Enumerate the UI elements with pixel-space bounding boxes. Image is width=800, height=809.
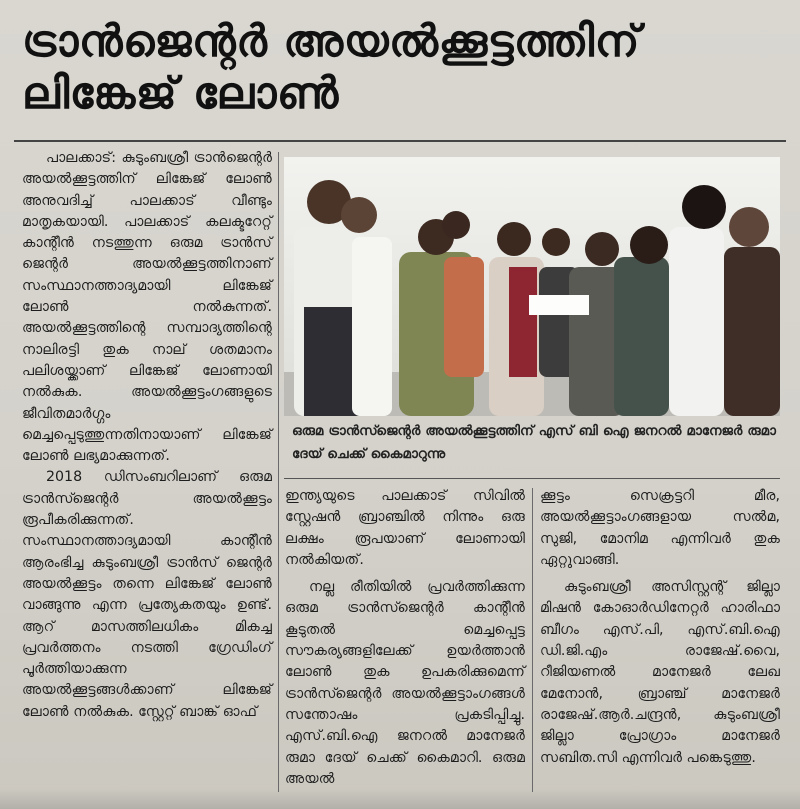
column-3-paragraph-1: ക്കൂട്ടം സെക്രട്ടറി മീര, അയൽക്കൂട്ടാംഗങ്ങളായ സൽമ, സുജി, മോനിമ എന്നിവർ തുക ഏറ്റുവാങ്ങി. <box>540 488 780 568</box>
column-1-paragraph-1: പാലക്കാട്: കുടുംബശ്രീ ട്രാൻജെന്റർ അയൽക്കൂട്ടത്തിന് ലിങ്കേജ് ലോൺ അനുവദിച്ച് പാലക്കാട് വീണ്ടും മാതൃകയായി. പാലക്കാട് കലക്ടറേറ്റ് കാന്റീൻ നടത്തുന്ന ഒരുമ ട്രാൻസ് ജെന്റർ അയൽക്കൂട്ടത്തിനാണ് സംസ്ഥാനത്താദ്യമായി ലിങ്കേജ് ലോൺ നൽകുന്നത്. അയൽക്കൂട്ടത്തിന്റെ സമ്പാദ്യത്തിന്റെ നാലിരട്ടി തുക നാല് ശതമാനം പലിശയ്ക്കാണ് ലിങ്കേജ് ലോണായി നൽകുക. അയൽക്കൂട്ടംഗങ്ങളുടെ ജീവിതമാർഗ്ഗം മെച്ചപ്പെടുത്തുന്നതിനായാണ് ലിങ്കേജ് ലോൺ ലഭ്യമാക്കുന്നത്. <box>22 150 272 465</box>
caption-rule <box>284 478 780 479</box>
column-1-paragraph-2: 2018 ഡിസംബറിലാണ് ഒരുമ ട്രാൻസ്ജെന്റർ അയൽക്കൂട്ടം രൂപീകരിക്കുന്നത്. സംസ്ഥാനത്താദ്യമായി കാന്റീൻ ആരംഭിച്ച കുടുംബശ്രീ ട്രാൻസ് ജെന്റർ അയൽക്കൂട്ടം തന്നെ ലിങ്കേജ് ലോൺ വാങ്ങുന്നു എന്ന പ്രത്യേകതയും ഉണ്ട്. ആറ് മാസത്തിലധികം മികച്ച പ്രവർത്തനം നടത്തി ഗ്രേഡിംഗ് പൂർത്തിയാക്കുന്ന അയൽക്കൂട്ടങ്ങൾക്കാണ് ലിങ്കേജ് ലോൺ നൽകുക. സ്റ്റേറ്റ് ബാങ്ക് ഓഫ് <box>22 469 272 720</box>
column-3-paragraph-2: കുടുംബശ്രീ അസിസ്റ്റന്റ് ജില്ലാ മിഷൻ കോഓർഡിനേറ്റർ ഹാരിഫാ ബീഗം എസ്.പി, എസ്.ബി.ഐ ഡി.ജി.എം രാജേഷ്.വൈ, റീജിയണൽ മാനേജർ ലേഖ മേനോൻ, ബ്രാഞ്ച് മാനേജർ രാജേഷ്.ആർ.ചന്ദ്രൻ, കുടുംബശ്രീ ജില്ലാ പ്രോഗ്രാം മാനേജർ സബിത.സി എന്നിവർ പങ്കെടുത്തു. <box>540 579 780 766</box>
column-2-paragraph-2: നല്ല രീതിയിൽ പ്രവർത്തിക്കുന്ന ഒരുമ ട്രാൻസ്ജെന്റർ കാന്റീൻ കൂടുതൽ മെച്ചപ്പെട്ട സൗകര്യങ്ങളിലേക്ക് ഉയർത്താൻ ലോൺ തുക ഉപകരിക്കുമെന്ന് ട്രാൻസ്ജെന്റർ അയൽക്കൂട്ടാംഗങ്ങൾ സന്തോഷം പ്രകടിപ്പിച്ചു. എസ്.ബി.ഐ ജനറൽ മാനേജർ രുമാ ദേയ് ചെക്ക് കൈമാറി. ഒരുമ അയൽ <box>285 579 525 787</box>
article-column-3 <box>540 486 780 769</box>
article-column-1 <box>22 148 272 723</box>
column-divider-2 <box>532 488 533 792</box>
headline <box>22 16 782 120</box>
article-column-2 <box>285 486 525 790</box>
headline-line-2: ലിങ്കേജ് ലോൺ <box>22 68 340 119</box>
column-2-paragraph-1: ഇന്ത്യയുടെ പാലക്കാട് സിവിൽ സ്റ്റേഷൻ ബ്രാഞ്ചിൽ നിന്നും ഒരു ലക്ഷം രൂപയാണ് ലോണായി നൽകിയത്. <box>285 488 525 568</box>
photo-illustration <box>284 157 780 416</box>
headline-line-1: ട്രാൻജെന്റർ അയൽക്കൂട്ടത്തിന് <box>22 16 640 67</box>
page-shadow <box>0 789 800 809</box>
column-divider-1 <box>278 152 279 792</box>
headline-rule <box>14 140 786 142</box>
photo-caption: ഒരുമ ട്രാൻസ്ജെന്റർ അയൽക്കൂട്ടത്തിന് എസ് ബി ഐ ജനറൽ മാനേജർ രുമാ ദേയ് ചെക്ക് കൈമാറുന്നു <box>292 423 776 462</box>
news-photo <box>284 157 780 416</box>
